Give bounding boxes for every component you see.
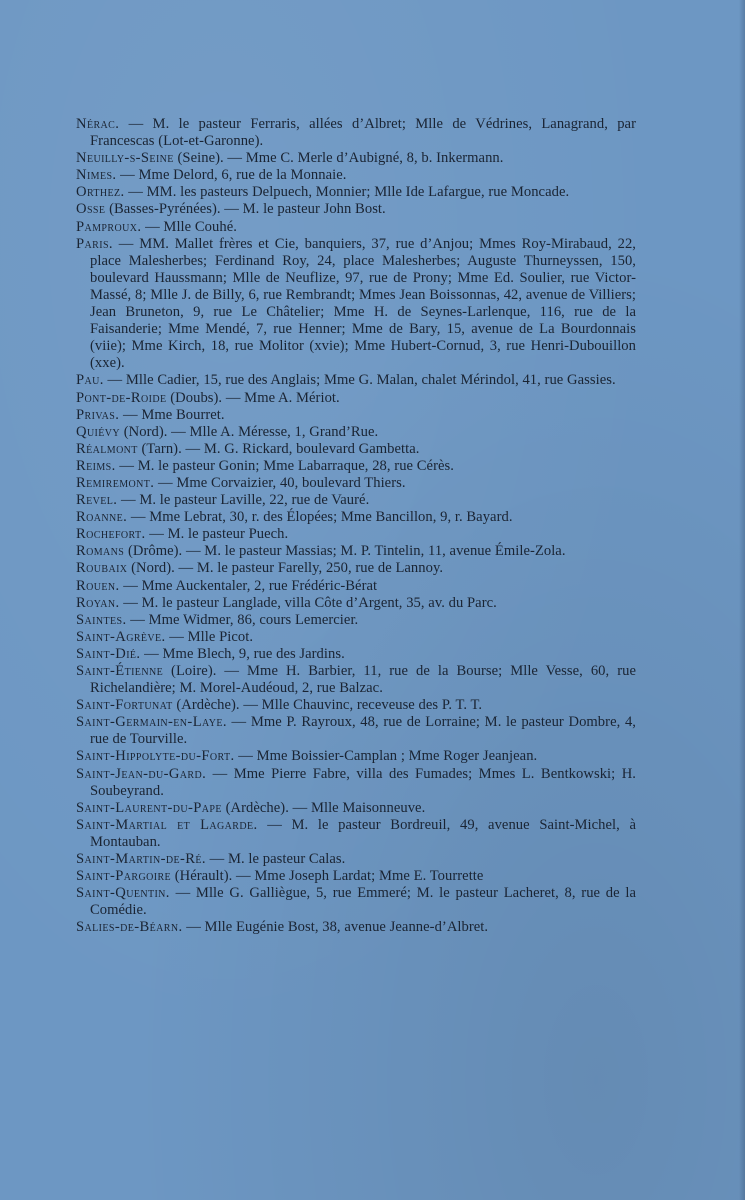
directory-entry: [76, 184, 636, 201]
entry-place-name: Saint-Laurent-du-Pape: [76, 799, 222, 816]
entry-text: — Mme Widmer, 86, cours Lemercier.: [126, 611, 359, 628]
directory-entry: [76, 595, 636, 612]
directory-entry: [76, 629, 636, 646]
entry-place-name: Saint-Dié.: [76, 645, 141, 662]
directory-entry: [76, 748, 636, 765]
page-edge-shadow: [739, 0, 745, 1200]
entry-text: — Mme Boissier-Camplan ; Mme Roger Jeanjean.: [234, 748, 538, 765]
entry-text: — Mme Blech, 9, rue des Jardins.: [140, 645, 345, 662]
entry-text: — Mlle G. Galliègue, 5, rue Emmeré; M. le pasteur Lacheret, 8, rue de la Comédie.: [90, 885, 636, 919]
entry-place-name: Pont-de-Roide: [76, 389, 167, 406]
directory-entry: [76, 475, 636, 492]
directory-entry: [76, 236, 636, 373]
entry-place-name: Roubaix: [76, 560, 128, 577]
entry-text: — Mme Pierre Fabre, villa des Fumades; Mmes L. Bentkowski; H. Soubeyrand.: [90, 765, 636, 799]
entry-place-name: Saintes.: [76, 611, 127, 628]
entry-place-name: Saint-Quentin.: [76, 885, 170, 902]
entry-place-name: Nimes.: [76, 167, 117, 184]
entry-text: — Mme Lebrat, 30, r. des Élopées; Mme Bancillon, 9, r. Bayard.: [127, 509, 513, 526]
entry-place-name: Saint-Martial et Lagarde.: [76, 816, 258, 833]
directory-entry: [76, 390, 636, 407]
directory-entry: [76, 663, 636, 697]
entry-text: (Tarn). — M. G. Rickard, boulevard Gambetta.: [137, 440, 420, 457]
entry-text: — MM. les pasteurs Delpuech, Monnier; Mlle Ide Lafargue, rue Moncade.: [124, 184, 570, 201]
entry-place-name: Osse: [76, 201, 106, 218]
entry-text: — M. le pasteur Calas.: [205, 851, 346, 868]
entry-place-name: Saint-Étienne: [76, 663, 164, 679]
entry-text: (Ardèche). — Mlle Maisonneuve.: [221, 799, 426, 816]
entry-text: (Nord). — M. le pasteur Farelly, 250, rue de Lannoy.: [127, 560, 444, 577]
directory-entry: [76, 714, 636, 748]
entry-place-name: Saint-Agrève.: [76, 628, 166, 645]
directory-entry: [76, 116, 636, 150]
directory-list: [76, 116, 636, 937]
entry-text: — MM. Mallet frères et Cie, banquiers, 37, rue d’Anjou; Mmes Roy-Mirabaud, 22, place Malesherbes; Ferdinand Roy, 24, place Malesherbes; Auguste Thurneyssen, 150, boulevard Haussmann; Mlle de Neuflize, 97, rue de Prony; Mme Ed. Soulier, rue Victor-Massé, 8; Mlle J. de Billy, 6, rue Rembrandt; Mmes Jean Boissonnas, 42, avenue de Villiers; Jean Bruneton, 9, rue Le Châtelier; Mme H. de Seynes-Larlenque, 116, rue de la Faisanderie; Mme Mendé, 7, rue Henner; Mme de Bary, 15, avenue de La Bourdonnais (viie); Mme Kirch, 18, rue Molitor (xvie); Mme Hubert-Cornud, 3, rue Henri-Dubouillon (xxe).: [90, 235, 636, 372]
entry-place-name: Remiremont.: [76, 474, 155, 491]
entry-place-name: Privas.: [76, 406, 120, 423]
entry-place-name: Quiévy: [76, 423, 121, 440]
entry-place-name: Nérac.: [76, 116, 120, 132]
entry-place-name: Neuilly-s-Seine: [76, 150, 174, 167]
directory-entry: [76, 800, 636, 817]
directory-entry: [76, 441, 636, 458]
entry-text: (Nord). — Mlle A. Méresse, 1, Grand’Rue.: [120, 423, 379, 440]
entry-text: — M. le pasteur Puech.: [145, 526, 289, 543]
directory-entry: [76, 458, 636, 475]
entry-text: — M. le pasteur Langlade, villa Côte d’Argent, 35, av. du Parc.: [119, 594, 497, 611]
directory-entry: [76, 868, 636, 885]
directory-entry: [76, 612, 636, 629]
directory-entry: [76, 697, 636, 714]
directory-entry: [76, 492, 636, 509]
entry-text: (Drôme). — M. le pasteur Massias; M. P. Tintelin, 11, avenue Émile-Zola.: [124, 543, 566, 560]
directory-entry: [76, 167, 636, 184]
entry-place-name: Saint-Germain-en-Laye.: [76, 714, 227, 731]
entry-place-name: Réalmont: [76, 440, 138, 457]
entry-text: (Ardèche). — Mlle Chauvinc, receveuse des P. T. T.: [172, 697, 483, 714]
entry-place-name: Salies-de-Béarn.: [76, 919, 183, 936]
entry-text: — M. le pasteur Laville, 22, rue de Vauré.: [117, 492, 370, 509]
directory-entry: [76, 201, 636, 218]
entry-text: — Mlle Eugénie Bost, 38, avenue Jeanne-d’Albret.: [182, 919, 489, 936]
directory-entry: [76, 526, 636, 543]
directory-entry: [76, 150, 636, 167]
entry-text: — Mlle Couhé.: [141, 218, 237, 235]
entry-place-name: Saint-Hippolyte-du-Fort.: [76, 748, 235, 765]
directory-entry: [76, 885, 636, 919]
entry-place-name: Saint-Jean-du-Gard.: [76, 765, 207, 782]
entry-place-name: Rochefort.: [76, 526, 146, 543]
entry-text: — Mme Auckentaler, 2, rue Frédéric-Bérat: [119, 577, 378, 594]
directory-entry: [76, 509, 636, 526]
entry-text: (Hérault). — Mme Joseph Lardat; Mme E. Tourrette: [171, 868, 484, 885]
entry-text: (Seine). — Mme C. Merle d’Aubigné, 8, b. Inkermann.: [173, 150, 504, 167]
entry-place-name: Orthez.: [76, 184, 125, 201]
directory-entry: [76, 543, 636, 560]
entry-place-name: Paris.: [76, 235, 113, 252]
entry-text: — Mme Corvaizier, 40, boulevard Thiers.: [154, 474, 406, 491]
entry-place-name: Romans: [76, 543, 125, 560]
directory-entry: [76, 817, 636, 851]
entry-place-name: Reims.: [76, 457, 116, 474]
directory-entry: [76, 766, 636, 800]
entry-text: — M. le pasteur Gonin; Mme Labarraque, 28, rue Cérès.: [115, 457, 454, 474]
entry-place-name: Saint-Fortunat: [76, 697, 173, 714]
entry-text: — M. le pasteur Ferraris, allées d’Albret; Mlle de Védrines, Lanagrand, par Francescas (Lot-et-Garonne).: [90, 116, 636, 150]
entry-place-name: Saint-Martin-de-Ré.: [76, 851, 206, 868]
directory-entry: [76, 219, 636, 236]
directory-entry: [76, 560, 636, 577]
directory-entry: [76, 919, 636, 936]
entry-place-name: Roanne.: [76, 509, 128, 526]
entry-place-name: Saint-Pargoire: [76, 868, 172, 885]
directory-entry: [76, 407, 636, 424]
entry-text: — Mlle Picot.: [165, 628, 254, 645]
entry-place-name: Royan.: [76, 594, 120, 611]
entry-place-name: Pau.: [76, 372, 104, 389]
entry-text: — Mlle Cadier, 15, rue des Anglais; Mme G. Malan, chalet Mérindol, 41, rue Gassies.: [103, 372, 616, 389]
directory-entry: [76, 372, 636, 389]
entry-place-name: Pamproux.: [76, 218, 142, 235]
directory-entry: [76, 646, 636, 663]
directory-entry: [76, 851, 636, 868]
entry-text: — Mme Bourret.: [119, 406, 225, 423]
directory-entry: [76, 424, 636, 441]
entry-place-name: Rouen.: [76, 577, 120, 594]
entry-place-name: Revel.: [76, 492, 118, 509]
entry-text: — Mme Delord, 6, rue de la Monnaie.: [116, 167, 347, 184]
entry-text: — Mme P. Rayroux, 48, rue de Lorraine; M. le pasteur Dombre, 4, rue de Tourville.: [90, 714, 636, 748]
directory-entry: [76, 578, 636, 595]
entry-text: (Doubs). — Mme A. Mériot.: [166, 389, 340, 406]
entry-text: — M. le pasteur Bordreuil, 49, avenue Saint-Michel, à Montauban.: [90, 816, 636, 850]
entry-text: (Basses-Pyrénées). — M. le pasteur John Bost.: [105, 201, 386, 218]
entry-text: (Loire). — Mme H. Barbier, 11, rue de la Bourse; Mlle Vesse, 60, rue Richelandière; M. Morel-Audéoud, 2, rue Balzac.: [90, 663, 636, 697]
